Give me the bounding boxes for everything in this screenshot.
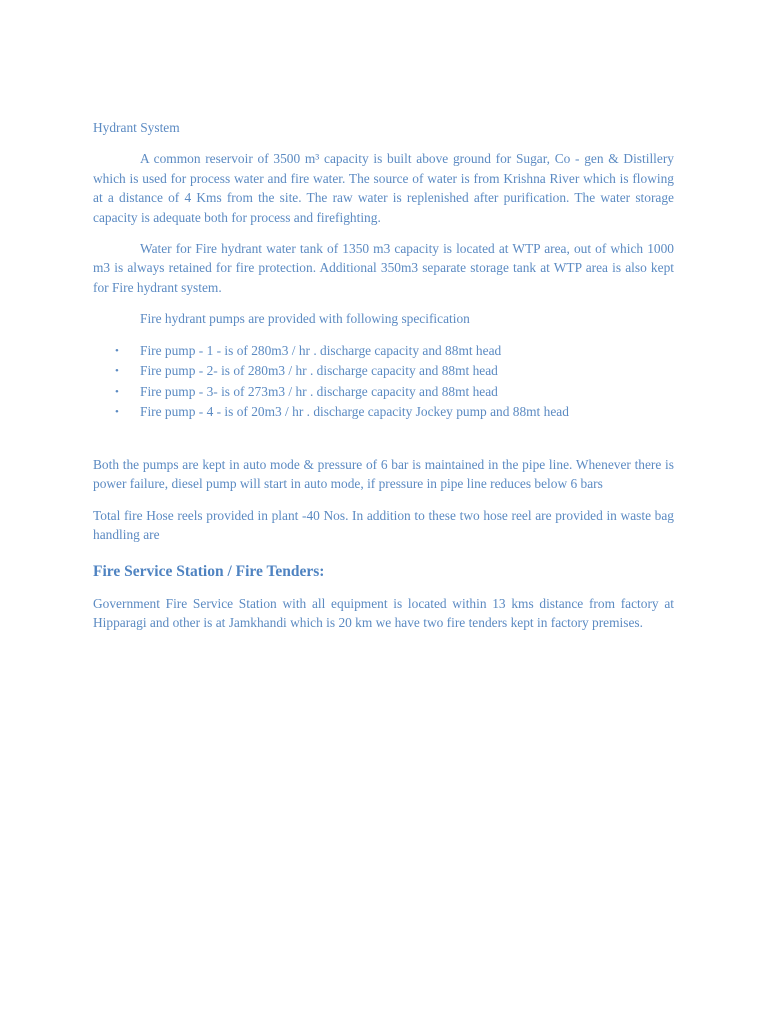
list-item — [93, 402, 674, 423]
hydrant-system-heading: Hydrant System — [93, 120, 180, 135]
pump-spec-text: Fire pump - 3- is of 273m3 / hr . discharge capacity and 88mt head — [140, 383, 498, 399]
bullet-icon: • — [115, 344, 119, 357]
bullet-icon: • — [115, 365, 119, 378]
pump-spec-text: Fire pump - 4 - is of 20m3 / hr . discharge capacity Jockey pump and 88mt head — [140, 404, 569, 420]
list-item — [93, 361, 674, 382]
hose-reels-paragraph: Total fire Hose reels provided in plant -40 Nos. In addition to these two hose reel are provided in waste bag handling are — [93, 507, 674, 543]
bullet-icon: • — [115, 406, 119, 419]
fire-service-section-title: Fire Service Station / Fire Tenders: — [93, 562, 325, 580]
fire-service-paragraph: Government Fire Service Station with all equipment is located within 13 kms distance from factory at Hipparagi and other is at Jamkhandi which is 20 km we have two fire tenders kept in factory premises. — [93, 595, 674, 631]
pump-list — [93, 341, 674, 423]
hydrant-tank-paragraph: Water for Fire hydrant water tank of 1350 m3 capacity is located at WTP area, out of which 1000 m3 is always retained for fire protection. Additional 350m3 separate storage tank at WTP area is also kept for Fire hydrant system. — [93, 241, 674, 295]
list-item — [93, 382, 674, 403]
document-page — [93, 118, 674, 644]
pump-spec-text: Fire pump - 1 - is of 280m3 / hr . discharge capacity and 88mt head — [140, 342, 502, 358]
bullet-icon: • — [115, 385, 119, 398]
reservoir-paragraph: A common reservoir of 3500 m³ capacity is built above ground for Sugar, Co - gen & Distillery which is used for process water and fire water. The source of water is from Krishna River which is flowing at a distance of 4 Kms from the site. The raw water is replenished after purification. The water storage capacity is adequate both for process and firefighting. — [93, 151, 674, 225]
pump-spec-intro: Fire hydrant pumps are provided with following specification — [140, 311, 470, 327]
auto-mode-paragraph: Both the pumps are kept in auto mode & pressure of 6 bar is maintained in the pipe line. Whenever there is power failure, diesel pump will start in auto mode, if pressure in pipe line reduces below 6 bars — [93, 457, 674, 492]
pump-spec-text: Fire pump - 2- is of 280m3 / hr . discharge capacity and 88mt head — [140, 363, 498, 379]
list-item — [93, 341, 674, 362]
